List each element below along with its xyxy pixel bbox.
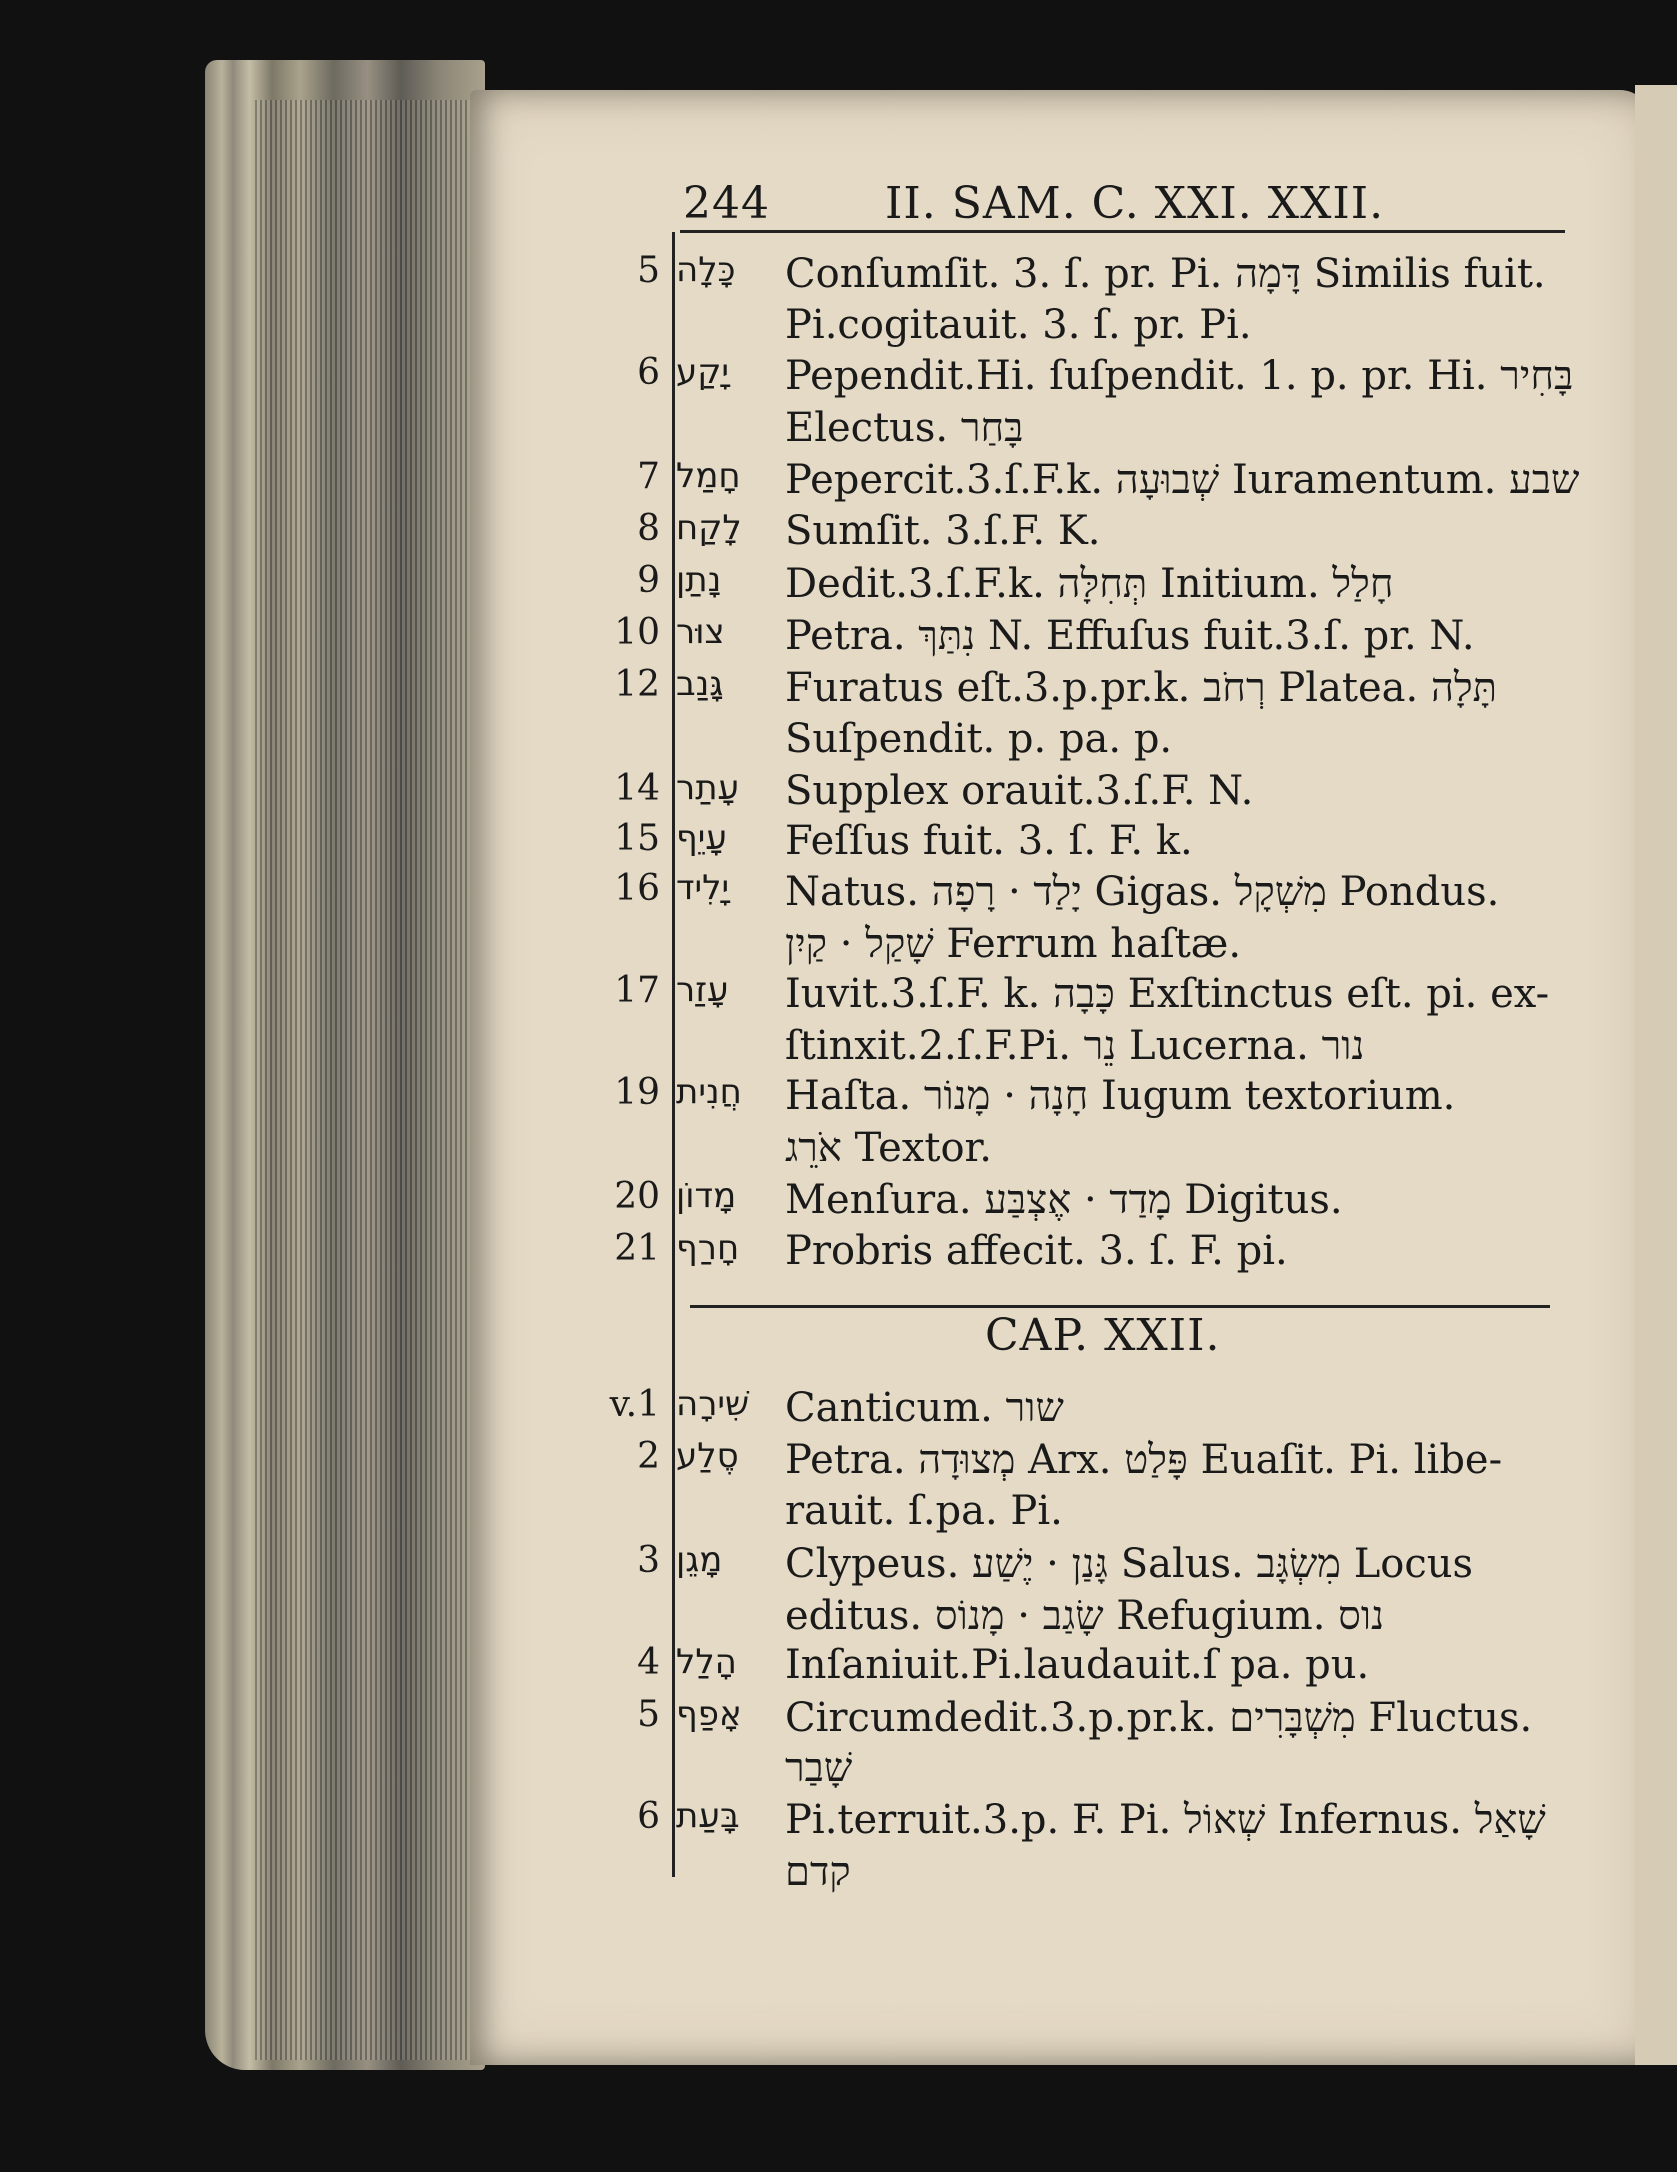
verse-number: 3 [637, 1540, 660, 1581]
hebrew-headword: מָדוֹן [676, 1176, 737, 1216]
entry-text: Menſura. מָדַד · אֶצְבַּע Digitus. [785, 1177, 1343, 1223]
hebrew-headword: כָּלָה [676, 250, 736, 290]
verse-number: 10 [614, 612, 660, 653]
hebrew-headword: שִׁירָה [676, 1384, 750, 1424]
verse-number: 19 [614, 1072, 660, 1113]
entry-text: קדם [785, 1849, 851, 1895]
hebrew-headword: נָתַן [676, 560, 722, 600]
verse-number: 12 [614, 664, 660, 705]
hebrew-headword: חֲנִית [676, 1072, 742, 1112]
verse-number: 15 [614, 818, 660, 859]
header-rule [680, 230, 1565, 233]
entry-text: Clypeus. גָּנַן · יֶשַׁע Salus. מִשְׂגָּב Locus [785, 1541, 1474, 1587]
entry-text: אֹרֵג Textor. [785, 1125, 992, 1171]
entry-text: Haſta. חָנָה · מָנוֹר Iugum textorium. [785, 1073, 1456, 1119]
verse-number: 6 [637, 1796, 660, 1837]
entry-text: Petra. נִתַּךְ N. Effuſus fuit.3.ſ. pr. N. [785, 613, 1475, 659]
column-rule [672, 232, 675, 1877]
page-edges [255, 100, 470, 2060]
entry-text: Inſaniuit.Pi.laudauit.ſ pa. pu. [785, 1642, 1370, 1688]
entry-text: Dedit.3.ſ.F.k. תְּחִלָּה Initium. חָלַל [785, 561, 1394, 607]
facing-page-edge [1635, 85, 1677, 2065]
entry-text: Pi.cogitauit. 3. ſ. pr. Pi. [785, 302, 1252, 348]
entry-text: Sumſit. 3.ſ.F. K. [785, 508, 1101, 554]
hebrew-headword: בָּעַת [676, 1796, 740, 1836]
entry-text: Conſumſit. 3. ſ. pr. Pi. דָּמָה Similis fuit. [785, 251, 1546, 297]
entry-text: Circumdedit.3.p.pr.k. מִשְׁבָּרִים Fluctus. [785, 1695, 1533, 1741]
hebrew-headword: עָיֵף [676, 818, 727, 858]
entry-text: Natus. יָלַד · רָפָה Gigas. מִשְׁקָל Pondus. [785, 869, 1500, 915]
hebrew-headword: גָּנַב [676, 664, 724, 704]
entry-text: שָׁבַר [785, 1745, 853, 1791]
verse-number: 6 [637, 352, 660, 393]
entry-text: Canticum. שור [785, 1385, 1064, 1431]
verse-number: 17 [614, 970, 660, 1011]
chapter-divider [690, 1305, 1550, 1308]
chapter-heading: CAP. XXII. [985, 1310, 1221, 1361]
hebrew-headword: צוּר [676, 612, 725, 652]
entry-text: Probris affecit. 3. ſ. F. pi. [785, 1228, 1288, 1274]
hebrew-headword: יָקַע [676, 352, 730, 392]
entry-text: rauit. ſ.pa. Pi. [785, 1488, 1063, 1534]
verse-number: 5 [637, 250, 660, 291]
hebrew-headword: מָגֵן [676, 1540, 723, 1580]
verse-number: 4 [637, 1642, 660, 1683]
running-title: II. SAM. C. XXI. XXII. [885, 178, 1385, 229]
verse-number: 8 [637, 508, 660, 549]
entry-text: Pependit.Hi. ſuſpendit. 1. p. pr. Hi. בָּחִיר [785, 353, 1574, 399]
verse-number: 20 [614, 1176, 660, 1217]
hebrew-headword: הָלַל [676, 1642, 737, 1682]
verse-number: v.1 [609, 1384, 660, 1425]
hebrew-headword: אָפַף [676, 1694, 742, 1734]
entry-text: Iuvit.3.ſ.F. k. כָּבָה Exſtinctus eſt. pi. ex- [785, 971, 1550, 1017]
verse-number: 2 [637, 1436, 660, 1477]
entry-text: Suſpendit. p. pa. p. [785, 716, 1173, 762]
entry-text: Pepercit.3.ſ.F.k. שְׁבוּעָה Iuramentum. שבע [785, 457, 1580, 503]
verse-number: 21 [614, 1228, 660, 1269]
hebrew-headword: סֶלַע [676, 1436, 739, 1476]
verse-number: 5 [637, 1694, 660, 1735]
hebrew-headword: לָקַח [676, 508, 742, 548]
verse-number: 14 [614, 768, 660, 809]
verse-number: 9 [637, 560, 660, 601]
hebrew-headword: יָלִיד [676, 868, 730, 908]
entry-text: Electus. בָּחַר [785, 405, 1024, 451]
verse-number: 16 [614, 868, 660, 909]
entry-text: Feſſus fuit. 3. ſ. F. k. [785, 818, 1193, 864]
hebrew-headword: עָתַר [676, 768, 740, 808]
entry-text: ſtinxit.2.ſ.F.Pi. נֵר Lucerna. נור [785, 1023, 1365, 1069]
entry-text: editus. שָׂגַב · מָנוֹס Refugium. נוס [785, 1593, 1385, 1639]
entry-text: Supplex orauit.3.ſ.F. N. [785, 768, 1254, 814]
entry-text: Furatus eſt.3.p.pr.k. רְחֹב Platea. תָּלָה [785, 665, 1498, 711]
hebrew-headword: חָמַל [676, 456, 741, 496]
entry-text: Petra. מְצוּדָה Arx. פָּלַט Euaſit. Pi. libe- [785, 1437, 1503, 1483]
entry-text: שָׁקַל · קַיִן Ferrum haſtæ. [785, 921, 1242, 967]
hebrew-headword: עָזַר [676, 970, 729, 1010]
entry-text: Pi.terruit.3.p. F. Pi. שְׁאוֹל Infernus. שָׁאַל [785, 1797, 1546, 1843]
page-number: 244 [683, 178, 770, 229]
verse-number: 7 [637, 456, 660, 497]
hebrew-headword: חָרַף [676, 1228, 740, 1268]
